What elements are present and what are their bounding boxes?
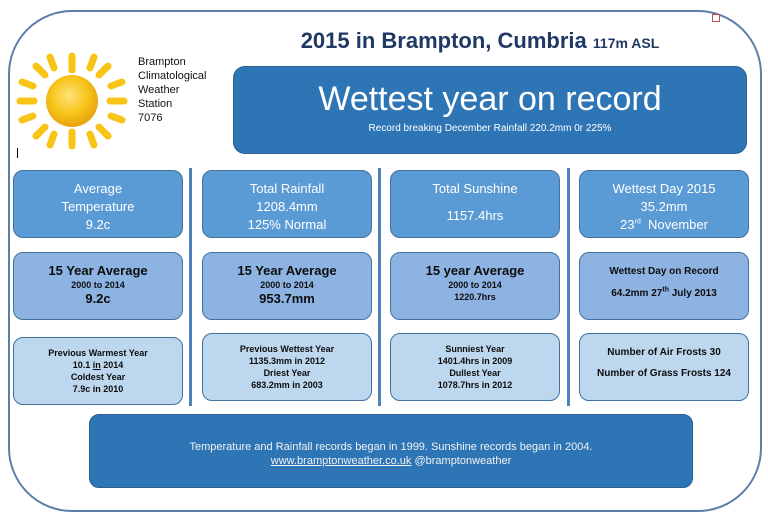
box-line: Total Sunshine [432, 181, 518, 196]
date-month: November [640, 217, 708, 232]
box-value: 953.7mm [259, 291, 315, 306]
record-value: 64.2mm 27 [611, 288, 663, 299]
record-line: 683.2mm in 2003 [251, 380, 323, 390]
box-value: 9.2c [85, 291, 111, 306]
record-line: Previous Warmest Year [48, 348, 148, 358]
box-heading: Wettest Day on Record [609, 266, 719, 277]
date-suffix: th [662, 286, 669, 294]
record-line: 7.9c in 2010 [72, 384, 124, 394]
box-line: 9.2c [85, 217, 111, 232]
date-suffix: rd [634, 218, 641, 226]
title-main: 2015 in Brampton, Cumbria [300, 28, 587, 53]
record-line: Number of Grass Frosts 124 [597, 368, 731, 379]
box-line: Wettest Day 2015 [612, 181, 716, 196]
box-line: Total Rainfall [249, 181, 325, 196]
total-rainfall-box [202, 170, 372, 238]
sun-icon [12, 48, 132, 158]
record-line [14, 359, 182, 371]
record-line: Dullest Year [449, 368, 501, 378]
box-range: 2000 to 2014 [260, 280, 314, 290]
box-line: 125% Normal [247, 217, 327, 232]
station-line: Climatological [138, 70, 207, 82]
text-cursor [17, 148, 18, 158]
footer-note: Temperature and Rainfall records began in 1999. Sunshine records began in 2004. [189, 441, 593, 453]
box-heading: 15 year Average [425, 263, 525, 278]
banner-subtitle: Record breaking December Rainfall 220.2mm 0r 225% [368, 123, 612, 134]
box-range: 2000 to 2014 [71, 280, 125, 290]
station-line: Brampton [138, 56, 186, 68]
record-line: Driest Year [263, 368, 311, 378]
date-day: 23 [620, 217, 635, 232]
wettest-day-record-box [579, 252, 749, 320]
record-line: Number of Air Frosts 30 [607, 347, 721, 358]
record-line: Sunniest Year [445, 344, 505, 354]
box-line: 1208.4mm [256, 199, 318, 214]
record-line: Coldest Year [70, 372, 126, 382]
title-altitude: 117m ASL [592, 35, 660, 51]
box-value [580, 288, 748, 300]
record-line: 1135.3mm in 2012 [248, 356, 326, 366]
box-line: Temperature [61, 199, 135, 214]
record-value: July 2013 [668, 288, 717, 299]
column-divider [189, 168, 192, 406]
column-divider [567, 168, 570, 406]
box-line: 1157.4hrs [446, 208, 504, 223]
record-line: Previous Wettest Year [239, 344, 335, 354]
footer-banner [89, 414, 693, 488]
rainfall-15yr-box [202, 252, 372, 320]
record-text: 10.1 [72, 360, 93, 370]
corner-handle [712, 14, 720, 22]
station-line: Weather [138, 84, 180, 96]
station-line: 7076 [138, 112, 163, 124]
station-line: Station [138, 98, 173, 110]
rainfall-records-box [202, 333, 372, 401]
box-range: 2000 to 2014 [448, 280, 502, 290]
station-name [138, 55, 248, 125]
box-line [580, 216, 748, 234]
box-line: Average [73, 181, 123, 196]
banner-headline: Wettest year on record [318, 80, 662, 118]
footer-links [90, 454, 692, 468]
page-title [240, 28, 720, 54]
twitter-handle: @bramptonweather [411, 455, 512, 467]
avg-temperature-box [13, 170, 183, 238]
temperature-records-box [13, 337, 183, 405]
record-text: 2014 [100, 360, 124, 370]
box-heading: 15 Year Average [48, 263, 148, 278]
sunshine-15yr-box [390, 252, 560, 320]
column-divider [378, 168, 381, 406]
temperature-15yr-box [13, 252, 183, 320]
wettest-day-box [579, 170, 749, 238]
headline-banner [233, 66, 747, 154]
box-line: 35.2mm [640, 199, 688, 214]
record-line: 1401.4hrs in 2009 [437, 356, 513, 366]
record-underlined: in [92, 360, 101, 370]
total-sunshine-box [390, 170, 560, 238]
box-heading: 15 Year Average [237, 263, 337, 278]
box-value: 1220.7hrs [454, 292, 496, 302]
record-line: 1078.7hrs in 2012 [437, 380, 513, 390]
frosts-box [579, 333, 749, 401]
sunshine-records-box [390, 333, 560, 401]
website-link[interactable]: www.bramptonweather.co.uk [270, 455, 412, 467]
